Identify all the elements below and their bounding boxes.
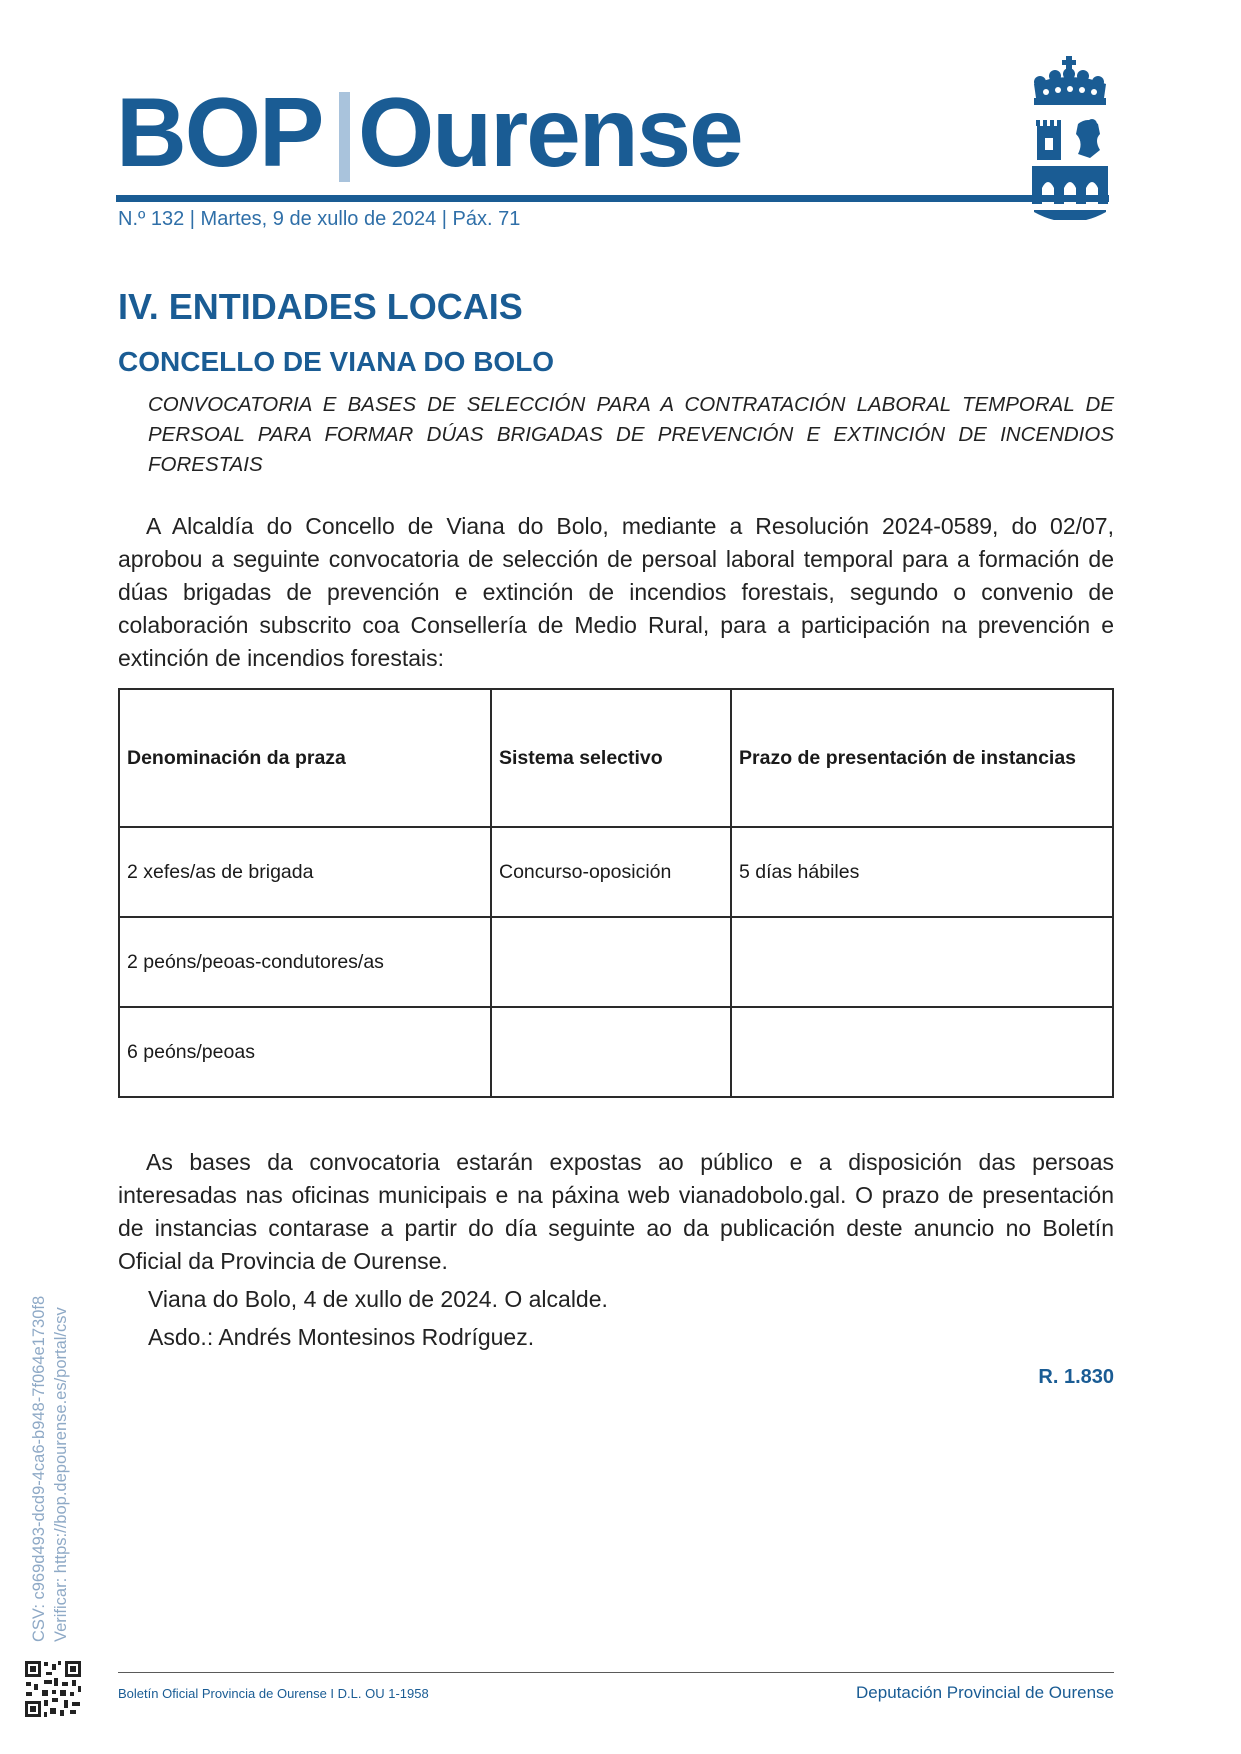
footer-publication: Boletín Oficial Provincia de Ourense I D.L. OU 1-1958 — [118, 1686, 429, 1701]
announcement-subject: CONVOCATORIA E BASES DE SELECCIÓN PARA A CONTRATACIÓN LABORAL TEMPORAL DE PERSOAL PARA FORMAR DÚAS BRIGADAS DE PREVENCIÓN E EXTINCIÓN DE INCENDIOS FORESTAIS — [148, 393, 1114, 476]
registry-reference: R. 1.830 — [1038, 1366, 1114, 1388]
table-cell — [731, 1007, 1113, 1097]
table-row — [119, 1007, 1113, 1097]
section-title: IV. ENTIDADES LOCAIS — [118, 286, 523, 327]
table-cell: 5 días hábiles — [731, 827, 1113, 917]
bop-masthead — [116, 77, 756, 187]
signature-line: Asdo.: Andrés Montesinos Rodríguez. — [148, 1324, 535, 1350]
entity-title: CONCELLO DE VIANA DO BOLO — [118, 346, 555, 377]
table-cell — [491, 1007, 731, 1097]
csv-verification — [28, 1296, 72, 1642]
brand-divider — [339, 92, 350, 182]
place-date-line: Viana do Bolo, 4 de xullo de 2024. O alcalde. — [148, 1286, 608, 1312]
header-rule — [116, 195, 1109, 202]
table-header-cell: Denominación da praza — [119, 689, 491, 827]
bases-paragraph-text: As bases da convocatoria estarán expostas ao público e a disposición das persoas interesadas nas oficinas municipais e na páxina web vianadobolo.gal. O prazo de presentación de instancias contarase a partir do día seguinte ao da publicación deste anuncio no Boletín Oficial da Provincia de Ourense. — [118, 1149, 1114, 1274]
brand-bop: BOP — [116, 77, 323, 187]
table-row — [119, 917, 1113, 1007]
bases-paragraph — [118, 1146, 1114, 1278]
footer-publisher: Deputación Provincial de Ourense — [856, 1683, 1114, 1702]
table-header-cell: Sistema selectivo — [491, 689, 731, 827]
table-cell: 2 xefes/as de brigada — [119, 827, 491, 917]
footer-rule — [118, 1672, 1114, 1673]
table-cell: 6 peóns/peoas — [119, 1007, 491, 1097]
csv-code: CSV: c969d493-dcd9-4ca6-b948-7f064e1730f8 — [30, 1295, 48, 1642]
table-cell: 2 peóns/peoas-condutores/as — [119, 917, 491, 1007]
table-cell — [491, 917, 731, 1007]
table-header-row — [119, 689, 1113, 827]
positions-table — [118, 688, 1114, 1098]
ourense-crest-icon — [1028, 54, 1112, 220]
qr-code-icon — [24, 1660, 82, 1718]
table-cell: Concurso-oposición — [491, 827, 731, 917]
verify-url[interactable]: Verificar: https://bop.depourense.es/portal/csv — [52, 1307, 70, 1642]
table-header-cell: Prazo de presentación de instancias — [731, 689, 1113, 827]
intro-paragraph — [118, 510, 1114, 675]
brand-ourense: Ourense — [358, 77, 742, 187]
intro-paragraph-text: A Alcaldía do Concello de Viana do Bolo, mediante a Resolución 2024-0589, do 02/07, aprobou a seguinte convocatoria de selección de persoal laboral temporal para a formación de dúas brigadas de prevención e extinción de incendios forestais, segundo o convenio de colaboración subscrito coa Consellería de Medio Rural, para a participación na prevención e extinción de incendios forestais: — [118, 513, 1114, 671]
table-cell — [731, 917, 1113, 1007]
table-row — [119, 827, 1113, 917]
issue-line: N.º 132 | Martes, 9 de xullo de 2024 | Páx. 71 — [118, 208, 521, 230]
